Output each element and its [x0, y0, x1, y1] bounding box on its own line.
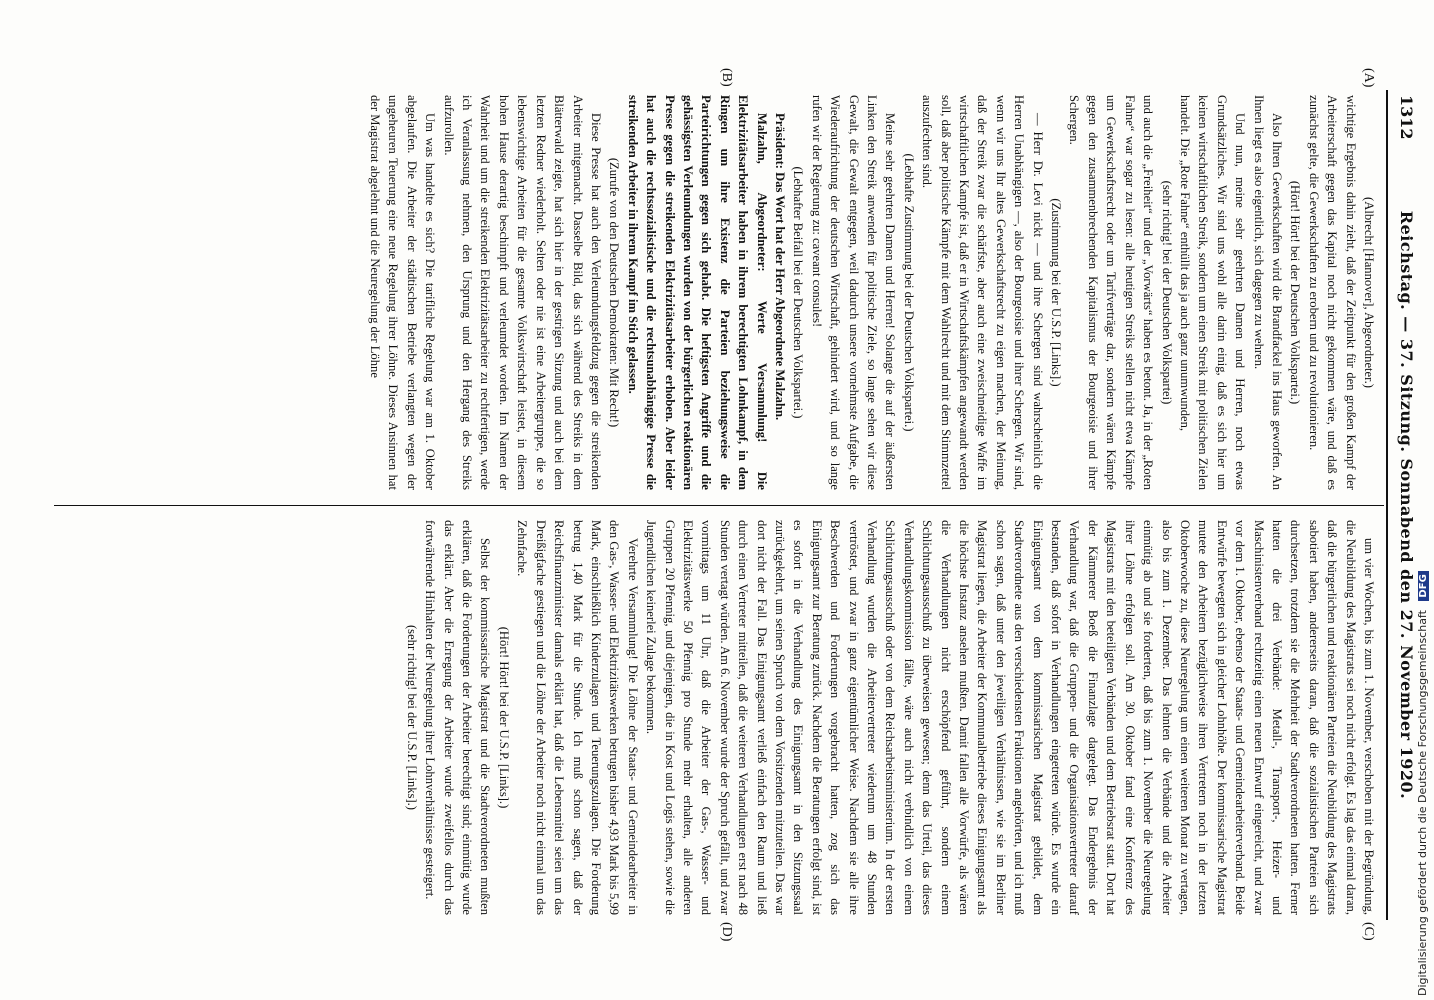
right-column [18, 520, 1378, 915]
paragraph: Also Ihren Gewerkschaften wird die Brandfackel ins Haus geworfen. An Ihnen liegt es also eigentlich, sich dagegen zu wehren. [1251, 95, 1284, 490]
header-rule [1386, 90, 1388, 920]
stage-direction: (Zurufe von den Deutschen Demokraten: Mit Recht!) [607, 157, 622, 428]
stage-direction: (sehr richtig! bei der U.S.P. [Links].) [404, 624, 419, 811]
page-number: 1312 [1397, 95, 1416, 140]
margin-mark-d: (D) [719, 922, 734, 942]
dfg-logo: DFG [1418, 571, 1429, 600]
paragraph: um vier Wochen, bis zum 1. November, verschoben mit der Begründung, die Neubildung des Magistrats sei noch nicht erfolgt. Es lag das einmal daran, daß die bürgerlichen und reaktionären Parteien die Neubildung des Magistrats sabotiert haben, andererseits daran, daß die sozialistischen Parteien sich durchsetzen, trotzdem sie die Mehrheit der Stadtverordneten hatten. Ferner hatten die drei Verbände: Metall-, Transport-, Heizer- und Maschinistenverband rechtzeitig einen neuen Entwurf eingereicht, und zwar vor dem 1. Oktober, ebenso der Staats- und Gemeindearbeiterverband. Beide Entwürfe bewegten sich in gleicher Lohnhöhe. Der kommissarische Magistrat mutete den Arbeitern bezüglichweise ihren Vertretern noch in der letzten Oktoberwoche zu, diese Neuregelung um einen weiteren Monat zu vertagen, also bis zum 1. Dezember. Das lehnten die Verbände und die Arbeiter einmütig ab und sie forderten, daß bis zum 1. November die Neuregelung ihrer Löhne erfolgen soll. Am 30. Oktober fand eine Konferenz des Magistrats mit den beteiligten Verbänden und dem Betriebsrat statt. Dort hat der Kämmerer Boeß die Finanzlage dargelegt. Das Endergebnis der Verhandlung war, daß die Gruppen- und die Organisationsvertreter darauf bestanden, daß sofort in Verhandlungen eingetreten würde. Es wurde ein Einigungsamt von dem kommissarischen Magistrat gebildet, dem Stadtverordnete aus den verschiedensten Fraktionen angehörten, und ich muß schon sagen, daß unter den jeweiligen Verhältnissen, wie sie im Berliner Magistrat liegen, die Arbeiter der Kommunalbetriebe dieses Einigungsamt als die höchste Instanz ansehen mußten. Damit fallen alle Vorwürfe, als wären die Verhandlungen nicht erschöpfend geführt, sondern einem Schlichtungsausschuß zu überweisen gewesen; denn das Urteil, das dieses Verhandlungskommission fällte, wäre auch nicht verbindlich von einem Schlichtungsausschuß oder von dem Reichsarbeitsministerium. In der ersten Verhandlung wurden die Arbeitervertreter wiederum um 48 Stunden vertröstet, und zwar in ganz eigentümlicher Weise. Nachdem sie alle ihre Beschwerden und Forderungen vorgebracht hatten, zog sich das Einigungsamt zur Beratung zurück. Nachdem die Beratungen erfolgt sind, ist es sofort in die Verhandlung des Einigungsamt in den Sitzungssaal zurückgekehrt, um seinen Spruch von dem Vorsitzenden mitzuteilen. Das war dort nicht der Fall. Das Einigungsamt verließ einfach den Raum und ließ durch einen Vertreter mitteilen, daß die weiteren Verhandlungen erst nach 48 Stunden vertagt würden. Am 6. November wurde der Spruch gefällt, und zwar vormittags um 11 Uhr, daß die Arbeiter der Gas-, Wasser- und Elektrizitätswerke 50 Pfennig pro Stunde mehr erhalten, alle anderen Gruppen 20 Pfennig, und diejenigen, die in Kost und Logis stehen, sowie die Jugendlichen keinerlei Zulage bekommen. [644, 520, 1376, 915]
stage-direction: (Albrecht [Hannover], Abgeordneter.) [1362, 197, 1376, 388]
left-column [18, 95, 1378, 490]
paragraph: Und nun, meine sehr geehrten Damen und Herren, noch etwas Grundsätzliches. Wir sind uns wohl alle darin einig, daß es sich hier um keinen wirtschaftlichen Streik, sondern um einen Streik mit politischen Zielen handelt. Die „Rote Fahne“ enthüllt das ja auch ganz unumwunden, [1177, 95, 1248, 490]
credit-strip [1412, 0, 1434, 1000]
margin-mark-a: (A) [1361, 68, 1376, 88]
running-title: Reichstag. — 37. Sitzung. Sonnabend den 27. November 1920. [1397, 210, 1416, 800]
paragraph: Meine sehr geehrten Damen und Herren! Solange die auf der äußersten Linken den Streik anwenden für politische Ziele, so lange sehen wir diese Gewalt, die Gewalt entgegen, weil dadurch unsere vornehmste Aufgabe, die Wiederaufrichtung der deutschen Wirtschaft, gehindert wird, und so lange rufen wir der Regierung zu: caveant consules! [809, 95, 898, 490]
margin-mark-b: (B) [719, 68, 734, 87]
paragraph: Verehrte Versammlung! Die Löhne der Staats- und Gemeindearbeiter in den Gas-, Wasser- und Elektrizitätswerken betrugen bisher 4,93 Mark bis 5,99 Mark, einschließlich Kinderzulagen und Teuerungszulagen. Die Forderung betrug 1,40 Mark für die Stunde. Ich muß schon sagen, daß der Reichsfinanzminister damals erklärt hat, daß die Lebensmittel seien um das Dreißigfache gestiegen und die Löhne der Arbeiter noch nicht einmal um das Zehnfache. [515, 520, 640, 915]
stage-direction: (Lebhafte Zustimmung bei der Deutschen Volkspartei.) [901, 153, 916, 432]
paragraph: wichtige Ergebnis dahin zieht, daß der Zeitpunkt für den großen Kampf der Arbeiterschaft gegen das Kapital noch nicht gekommen wäre, und daß es zunächst gelte, die Gewerkschaften zu erobern und zu revolutionieren. [1306, 95, 1358, 490]
stage-direction: (sehr richtig! bei der Deutschen Volkspartei) [1159, 180, 1174, 405]
paragraph: Malzahn, Abgeordneter: Werte Versammlung! Die Elektrizitätsarbeiter haben in ihrem berechtigten Lohnkampf, in dem Ringen um ihre Existenz die Parteien beziehungsweise die Parteirichtungen gegen sich gehabt. Die heftigsten Angriffe und die gehässigsten Verleumdungen wurden von der bürgerlichen reaktionären Presse gegen die streikenden Elektrizitätsarbeiter erhoben. Aber leider hat auch die rechtssozialistische und die rechtsunabhängige Presse die streikenden Arbeiter in ihrem Kampf im Stich gelassen. [625, 95, 769, 490]
paragraph: Selbst der kommissarische Magistrat und die Stadtverordneten mußten erklären, daß die Forderungen der Arbeiter berechtigt sind; einmütig wurde das erklärt. Aber die Erregung der Arbeiter wurde zweifellos durch das fortwährende Hinhalten der Neuregelung ihrer Lohnverhältnisse gesteigert. [423, 520, 493, 915]
stage-direction: (Hört! Hört! bei der U.S.P. [Links].) [496, 626, 511, 809]
digitization-credit: Digitalisierung gefördert durch die Deutsche Forschungsgemeinschaft [1416, 610, 1429, 996]
stage-direction: (Hört! Hört! bei der Deutschen Volkspartei.) [1288, 180, 1303, 405]
paragraph: und auch die „Freiheit“ und der „Vorwärts“ haben es betont. Ja, in der „Roten Fahne“ war sogar zu lesen: alle heutigen Streiks stellen nicht etwa Kämpfe um Gewerkschaftsrecht oder um Tarifverträge dar, sondern wären Kämpfe gegen den zusammenbrechenden Kapitalismus der Bourgeoisie und ihrer Schergen. [1067, 95, 1156, 490]
stage-direction: (Zustimmung bei der U.S.P. [Links].) [1049, 198, 1064, 387]
stage-direction: (Lebhafter Beifall bei der Deutschen Volkspartei.) [791, 166, 806, 419]
paragraph: Um was handelte es sich? Die tarifliche Regelung war am 1. Oktober abgelaufen. Die Arbeiter der städtischen Betriebe verlangten wegen der ungeheuren Teuerung eine neue Regelung ihrer Löhne. Dieses Ansinnen hat der Magistrat abgelehnt und die Neuregelung der Löhne [368, 95, 438, 490]
column-divider [54, 505, 1384, 506]
paragraph: Diese Presse hat auch den Verleumdungsfeldzug gegen die streikenden Arbeiter mitgemacht. Dasselbe Bild, das sich während des Streiks in dem Blätterwald zeigte, hat sich hier in der gestrigen Sitzung und auch bei dem letzten Redner wiederholt. Selten oder nie ist eine Arbeitergruppe, die so lebenswichtige Arbeiten für die gesamte Volkswirtschaft leistet, in diesem hohen Hause derartig beschimpft und verleumdet worden. Im Namen der Wahrheit und um die streikenden Elektrizitätsarbeiter zu rechtfertigen, werde ich Veranlassung nehmen, den Ursprung und den Hergang des Streiks aufzurollen. [441, 95, 603, 490]
margin-mark-c: (C) [1361, 922, 1376, 941]
paragraph: — Herr Dr. Levi nickt — und ihre Schergen sind wahrscheinlich die Herren Unabhängigen —, also der Bourgeoisie und ihrer Schergen. Wir sind, wenn wir uns Ihr altes Gewerkschaftsrecht zu eigen machen, der Meinung, daß der Streik zwar die schärfste, aber auch eine zweischneidige Waffe im wirtschaftlichen Kampfe ist, daß er in Wirtschaftskämpfen angewandt werden soll, daß aber politische Kämpfe mit dem Wahlrecht und mit dem Stimmzettel auszufechten sind. [920, 95, 1045, 490]
paragraph: Präsident: Das Wort hat der Herr Abgeordnete Malzahn. [773, 113, 787, 421]
